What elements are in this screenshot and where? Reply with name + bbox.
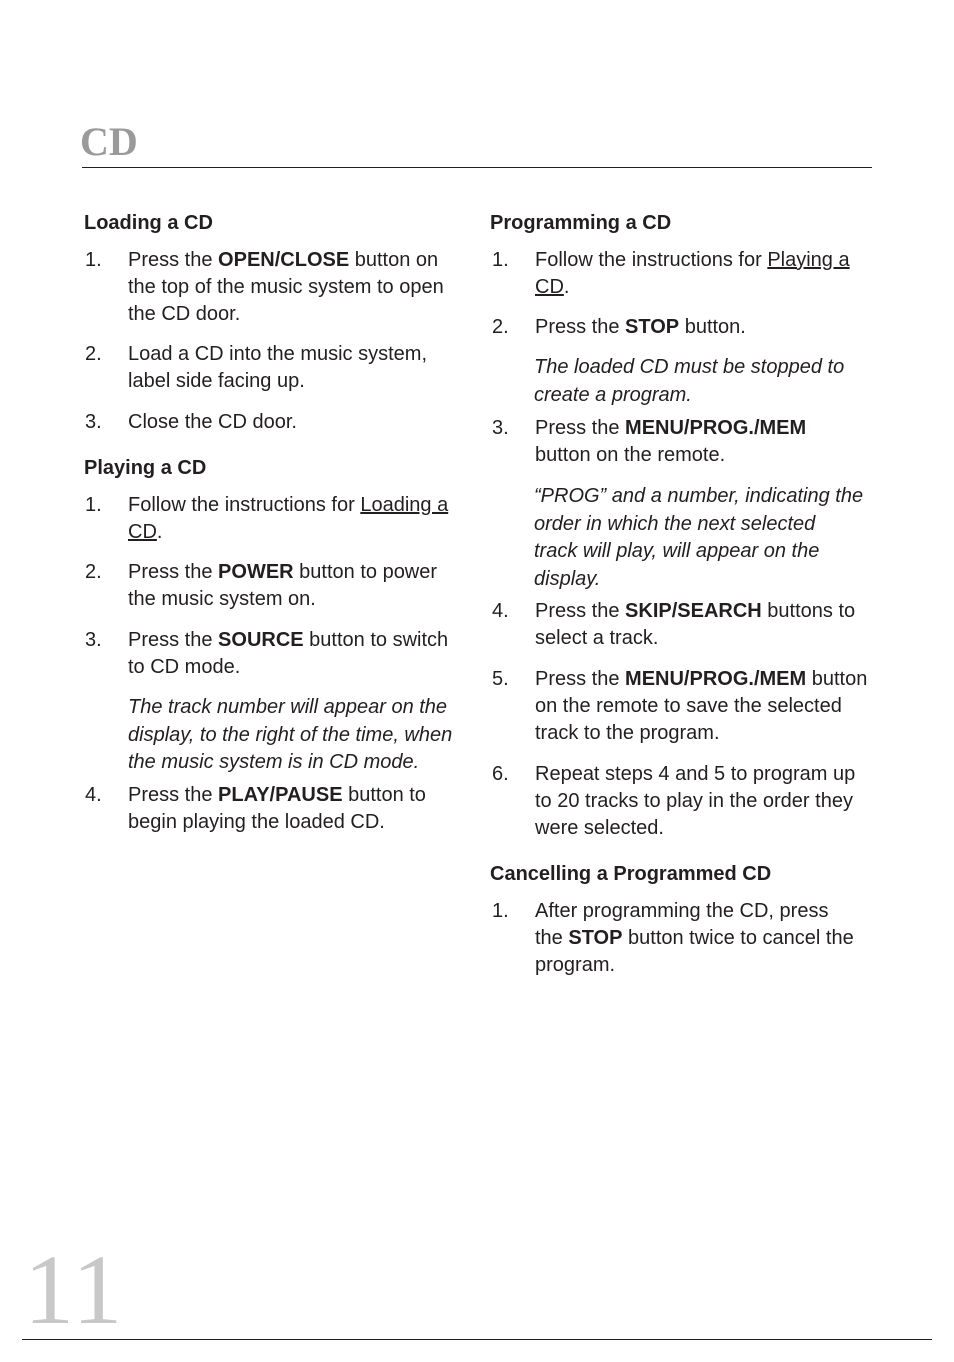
step-text: Press the POWER button to power the music system on.: [128, 561, 438, 610]
step-text: Press the STOP button.: [535, 316, 746, 338]
step-number: 2.: [492, 316, 509, 338]
step-number: 1.: [85, 494, 102, 516]
button-name-power: POWER: [218, 561, 294, 583]
step-number: 6.: [492, 763, 509, 785]
step-number: 3.: [85, 411, 102, 433]
step-number: 5.: [492, 668, 509, 690]
step-text: Press the SKIP/SEARCH buttons to select a track.: [535, 600, 856, 649]
title-divider: [82, 167, 872, 168]
step-text: Press the MENU/PROG./MEM button on the remote to save the selected track to the program.: [535, 668, 868, 744]
programming-heading: Programming a CD: [490, 212, 672, 234]
loading-a-cd-link[interactable]: Loading a CD: [128, 494, 449, 543]
step-text: Close the CD door.: [128, 411, 297, 433]
button-name-stop: STOP: [568, 927, 623, 949]
button-name-skip-search: SKIP/SEARCH: [625, 600, 762, 622]
step-number: 3.: [492, 417, 509, 439]
step-number: 4.: [85, 784, 102, 806]
step-number: 1.: [492, 900, 509, 922]
page-number: 11: [24, 1234, 125, 1345]
step-number: 1.: [492, 249, 509, 271]
step-text: Follow the instructions for Playing a CD.: [535, 249, 850, 298]
step-number: 1.: [85, 249, 102, 271]
step-text: Follow the instructions for Loading a CD.: [128, 494, 449, 543]
button-name-stop: STOP: [625, 316, 680, 338]
loading-heading: Loading a CD: [84, 212, 213, 234]
programming-note-stop: The loaded CD must be stopped to create a program.: [534, 356, 845, 406]
playing-note: The track number will appear on the display, to the right of the time, when the music system is in CD mode.: [128, 696, 453, 773]
step-text: Press the PLAY/PAUSE button to begin playing the loaded CD.: [128, 784, 426, 833]
playing-heading: Playing a CD: [84, 457, 207, 479]
button-name-open-close: OPEN/CLOSE: [218, 249, 350, 271]
cancelling-heading: Cancelling a Programmed CD: [490, 863, 772, 885]
playing-a-cd-link[interactable]: Playing a CD: [535, 249, 850, 298]
step-text: Press the MENU/PROG./MEM button on the remote.: [535, 417, 807, 466]
step-number: 2.: [85, 343, 102, 365]
step-text: Press the OPEN/CLOSE button on the top of the music system to open the CD door.: [128, 249, 444, 325]
button-name-menu-prog-mem: MENU/PROG./MEM: [625, 417, 807, 439]
step-text: After programming the CD, press the STOP button twice to cancel the program.: [535, 900, 854, 976]
step-number: 3.: [85, 629, 102, 651]
step-text: Press the SOURCE button to switch to CD mode.: [128, 629, 449, 678]
step-number: 2.: [85, 561, 102, 583]
button-name-source: SOURCE: [218, 629, 304, 651]
step-text: Load a CD into the music system, label side facing up.: [128, 343, 428, 392]
button-name-play-pause: PLAY/PAUSE: [218, 784, 343, 806]
button-name-menu-prog-mem: MENU/PROG./MEM: [625, 668, 807, 690]
step-number: 4.: [492, 600, 509, 622]
footer-divider: [22, 1339, 932, 1340]
page-title: CD: [80, 119, 138, 164]
step-text: Repeat steps 4 and 5 to program up to 20 tracks to play in the order they were selected.: [535, 763, 856, 839]
programming-note-prog: “PROG” and a number, indicating the order in which the next selected track will play, will appear on the display.: [534, 485, 864, 590]
